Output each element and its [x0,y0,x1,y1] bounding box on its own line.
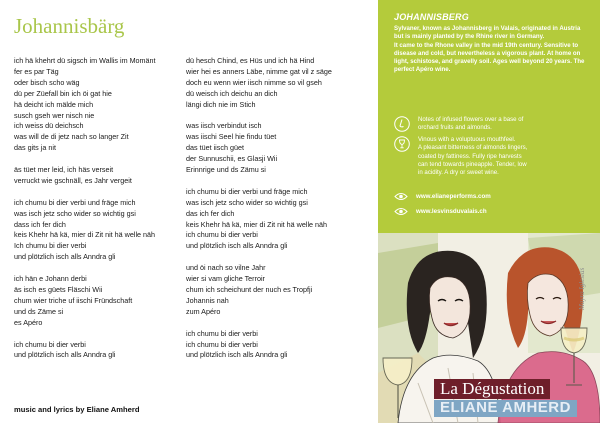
lyrics-line: was isch jetz scho wider so wichtig gsi [186,197,308,207]
lyrics-line: wier hei es anners Läbe, nimme gat vil z säge [186,66,332,76]
lyrics-line: Erinnrige und ds Zämu si [186,165,266,175]
lyrics-line: keis Khehr hä kä, mier di Zit nit hä welle näh [186,219,328,229]
album-title: La Dégustation [434,379,550,399]
lyrics-line: das tüet iisch güet [186,143,244,153]
lyrics-line: ich chumu bi dier verbi und fräge mich [14,197,136,207]
lyrics-line: was isch jetz scho wider so wichtig gsi [14,208,136,218]
lyrics-line: hä deicht ich mälde mich [14,99,94,109]
lyrics-line: ich chumu bi dier verbi [186,339,258,349]
lyrics-line: fer es par Täg [14,66,59,76]
taste-note-line: Vinous with a voluptuous mouthfeel. [418,136,516,143]
lyrics-line: ich chumu bi dier verbi [186,328,258,338]
nose-icon [394,116,410,132]
lyrics-stanza [186,329,358,362]
lyrics-line: doch eu wenn wier iisch nimme so vil gseh [186,77,322,87]
eye-icon [394,207,408,216]
lyrics-line: ich chumu bi dier verbi und fräge mich [186,186,308,196]
lyrics-line: oder bisch scho wäg [14,77,80,87]
wine-info-panel [378,0,600,233]
lyrics-line: keis Khehr hä kä, mier di Zit nit hä welle näh [14,230,156,240]
taste-note [394,136,590,177]
taste-note-line: coated by fattiness. Fully ripe harvests [418,152,522,160]
lyrics-line: der Sunnuschii, es Glasji Wii [186,154,278,164]
lyrics-line: längi dich nie im Stich [186,99,256,109]
lyrics-line: chum ich scheichunt der nuch es Tropfji [186,284,313,294]
lyrics-stanza [14,198,179,263]
lyrics-line: was iischi Seel hie findu tüet [186,132,277,142]
lyrics-line: das gits ja nit [14,143,56,153]
lyrics-line: und plötzlich isch alls Anndra gli [186,241,288,251]
aroma-note-line: Notes of infused flowers over a base of [418,116,524,123]
lyrics-line: Ich chumu bi dier verbi [14,241,87,251]
lyrics-line: es Apéro [14,317,43,327]
lyrics-column-left [14,56,179,372]
lyrics-line: chum wier triche uf iischi Fründschaft [14,295,133,305]
lyrics-stanza [186,187,358,252]
lyrics-line: dü hesch Chind, es Hüs und ich hä Hind [186,56,315,65]
link-vins-valais[interactable] [394,207,487,216]
wine-glass-icon [394,136,410,152]
lyrics-line: ich weiss dü deichsch [14,121,84,131]
taste-note-line: A pleasant bitterness of almonds lingers, [418,144,528,152]
wine-description-origin: Sylvaner, known as Johannisberg in Valais, originated in Austria but is mainly planted by the Rhine river in Germany. [394,25,581,41]
lyrics-line: ich hä khehrt dü sigsch im Wallis im Momänt [14,56,156,65]
lyrics-line: susch gseh wer nisch nie [14,110,95,120]
lyrics-line: Johannis nah [186,295,229,305]
lyrics-line: zum Apéro [186,306,221,316]
wine-description-history: It came to the Rhone valley in the mid 19th century. Sensitive to disease and cold, but nevertheless a vigorous plant. At home on light, schistose, and gravelly soil. Ages well beyond 20 years. The perfect Apéro wine. [394,41,585,74]
link-vins-valais-text[interactable]: www.lesvinsduvalais.ch [416,208,487,215]
lyrics-stanza [186,121,358,176]
eye-icon [394,192,408,201]
aroma-note [394,116,590,133]
album-artist: ELIANE AMHERD [434,400,577,417]
illustrator-signature: Mayra Iglesias [578,267,586,310]
lyrics-stanza [14,340,179,362]
lyrics-stanza [14,56,179,154]
lyrics-stanza [186,263,358,318]
lyrics-line: was will de di jetz nach so langer Zit [14,132,129,142]
panel-heading: JOHANNISBERG [394,12,469,22]
aroma-note-line: orchard fruits and almonds. [418,124,492,132]
song-title: Johannisbärg [14,14,125,38]
lyrics-line: ich chumu bi dier verbi [14,339,86,349]
lyrics-line: und öi nach so vilne Jahr [186,263,266,273]
lyrics-stanza [186,56,358,111]
wine-description [394,25,590,75]
lyrics-line: äs tüet mer leid, ich häs verseit [14,165,114,175]
lyrics-line: verruckt wie gschnäll, es Jahr vergeit [14,175,132,185]
lyrics-line: das ich fer dich [186,208,235,218]
lyrics-line: dass ich fer dich [14,219,66,229]
link-eliane[interactable] [394,192,491,201]
lyrics-line: und plötzlich isch alls Anndra gli [14,350,116,360]
lyrics-line: was iisch verbindut isch [186,121,262,131]
lyrics-line: ich chumu bi dier verbi [186,230,258,240]
lyrics-line: dü weisch ich deichu an dich [186,88,278,98]
lyrics-stanza [14,274,179,329]
lyrics-stanza [14,165,179,187]
lyrics-line: und plötzlich isch alls Anndra gli [14,252,116,262]
lyrics-line: wier si vam gliche Terroir [186,274,265,284]
link-eliane-text[interactable]: www.elianeperforms.com [416,193,491,200]
credits: music and lyrics by Eliane Amherd [14,405,140,414]
lyrics-line: ich hän e Johann derbi [14,274,87,284]
lyrics-column-right [186,56,358,372]
lyrics-line: und plötzlich isch alls Anndra gli [186,350,288,360]
taste-note-line: can tend towards pineapple. Tender, low [418,160,527,168]
taste-note-line: in acidity. A dry or sweet wine. [418,169,499,177]
lyrics-line: und ds Zäme si [14,306,64,316]
lyrics-line: äs isch es güets Fläschi Wii [14,284,103,294]
lyrics-line: dü per Züefall bin ich öi gat hie [14,88,112,98]
